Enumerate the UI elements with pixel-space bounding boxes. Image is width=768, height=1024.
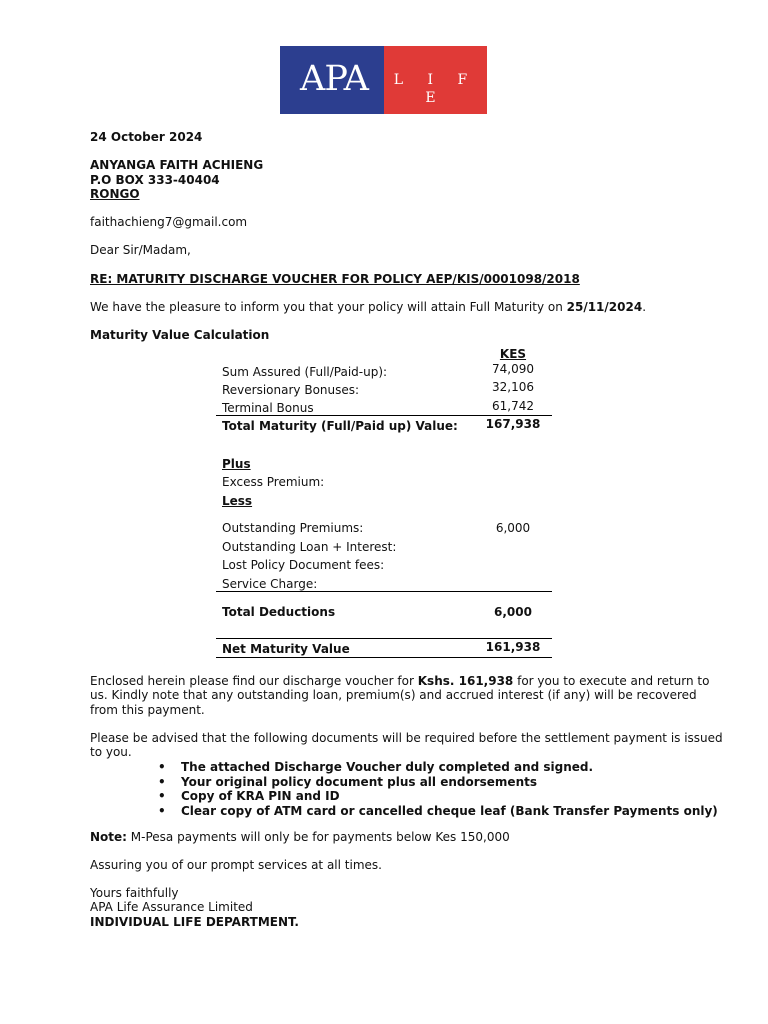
advise-line-1: Please be advised that the following documents will be required before the settlement payment is issued xyxy=(90,731,723,745)
deductions-rule xyxy=(216,591,552,592)
net-top-rule xyxy=(216,638,552,639)
net-bottom-rule xyxy=(216,657,552,658)
recipient-name: ANYANGA FAITH ACHIENG xyxy=(90,158,264,172)
document-item-text: The attached Discharge Voucher duly completed and signed. xyxy=(181,760,594,774)
recipient-town: RONGO xyxy=(90,187,140,201)
subject-line: RE: MATURITY DISCHARGE VOUCHER FOR POLICY AEP/KIS/0001098/2018 xyxy=(90,272,580,286)
advise-line-2: to you. xyxy=(90,745,132,759)
total-maturity-label: Total Maturity (Full/Paid up) Value: xyxy=(222,419,458,433)
excess-premium-label: Excess Premium: xyxy=(222,475,325,489)
intro-text: We have the pleasure to inform you that your policy will attain Full Maturity on xyxy=(90,300,567,314)
document-item-text: Copy of KRA PIN and ID xyxy=(181,789,340,803)
list-item xyxy=(158,775,718,790)
total-deductions-label: Total Deductions xyxy=(222,605,336,619)
total-deductions-value: 6,000 xyxy=(494,605,532,619)
bullet: • xyxy=(158,803,166,818)
maturity-date: 25/11/2024 xyxy=(566,300,643,314)
required-documents-list xyxy=(158,760,718,818)
salutation: Dear Sir/Madam, xyxy=(90,243,191,257)
note-text: M-Pesa payments will only be for payments below Kes 150,000 xyxy=(126,830,510,844)
enclosed-pre: Enclosed herein please find our discharge voucher for xyxy=(90,674,418,688)
enclosed-line-2: us. Kindly note that any outstanding loan, premium(s) and accrued interest (if any) will be recovered xyxy=(90,688,697,702)
list-item xyxy=(158,804,718,819)
currency-header: KES xyxy=(499,347,527,361)
apa-life-logo xyxy=(280,46,487,114)
closing-company: APA Life Assurance Limited xyxy=(90,900,253,914)
terminal-bonus-label: Terminal Bonus xyxy=(222,401,314,415)
total-maturity-value: 167,938 xyxy=(485,417,541,431)
outstanding-premiums-label: Outstanding Premiums: xyxy=(222,521,364,535)
list-item xyxy=(158,760,718,775)
lost-policy-label: Lost Policy Document fees: xyxy=(222,558,385,572)
enclosed-line-1 xyxy=(90,674,709,688)
recipient-email: faithachieng7@gmail.com xyxy=(90,215,248,229)
note-label: Note: xyxy=(90,830,127,844)
intro-end: . xyxy=(642,300,647,314)
less-label: Less xyxy=(222,494,253,508)
plus-label: Plus xyxy=(222,457,251,471)
reversionary-bonus-value: 32,106 xyxy=(492,380,534,394)
recipient-box: P.O BOX 333-40404 xyxy=(90,173,220,187)
net-maturity-value: 161,938 xyxy=(485,640,541,654)
document-item-text: Your original policy document plus all endorsements xyxy=(181,774,537,789)
outstanding-premiums-value: 6,000 xyxy=(495,521,531,535)
closing-department: INDIVIDUAL LIFE DEPARTMENT. xyxy=(90,915,299,929)
logo-brand-text: APA xyxy=(300,59,368,99)
intro-paragraph xyxy=(90,300,646,314)
calculation-heading: Maturity Value Calculation xyxy=(90,328,270,342)
list-item xyxy=(158,789,718,804)
enclosed-post: for you to execute and return to xyxy=(513,674,710,688)
terminal-bonus-value: 61,742 xyxy=(492,399,534,413)
sum-assured-label: Sum Assured (Full/Paid-up): xyxy=(222,365,388,379)
subtotal-rule xyxy=(216,415,552,416)
net-maturity-label: Net Maturity Value xyxy=(222,642,350,656)
outstanding-loan-label: Outstanding Loan + Interest: xyxy=(222,540,397,554)
document-item-text: Clear copy of ATM card or cancelled cheque leaf (Bank Transfer Payments only) xyxy=(181,803,718,818)
sum-assured-value: 74,090 xyxy=(492,362,534,376)
enclosed-line-3: from this payment. xyxy=(90,703,205,717)
closing-yours: Yours faithfully xyxy=(90,886,179,900)
logo-sub-text: L I F E xyxy=(393,72,478,106)
enclosed-amount: Kshs. 161,938 xyxy=(417,674,514,688)
note-paragraph xyxy=(90,830,510,844)
bullet: • xyxy=(158,760,166,774)
service-charge-label: Service Charge: xyxy=(222,577,318,591)
assuring-line: Assuring you of our prompt services at all times. xyxy=(90,858,382,872)
bullet: • xyxy=(158,789,166,803)
letter-date: 24 October 2024 xyxy=(90,130,203,144)
reversionary-bonus-label: Reversionary Bonuses: xyxy=(222,383,360,397)
bullet: • xyxy=(158,774,166,789)
